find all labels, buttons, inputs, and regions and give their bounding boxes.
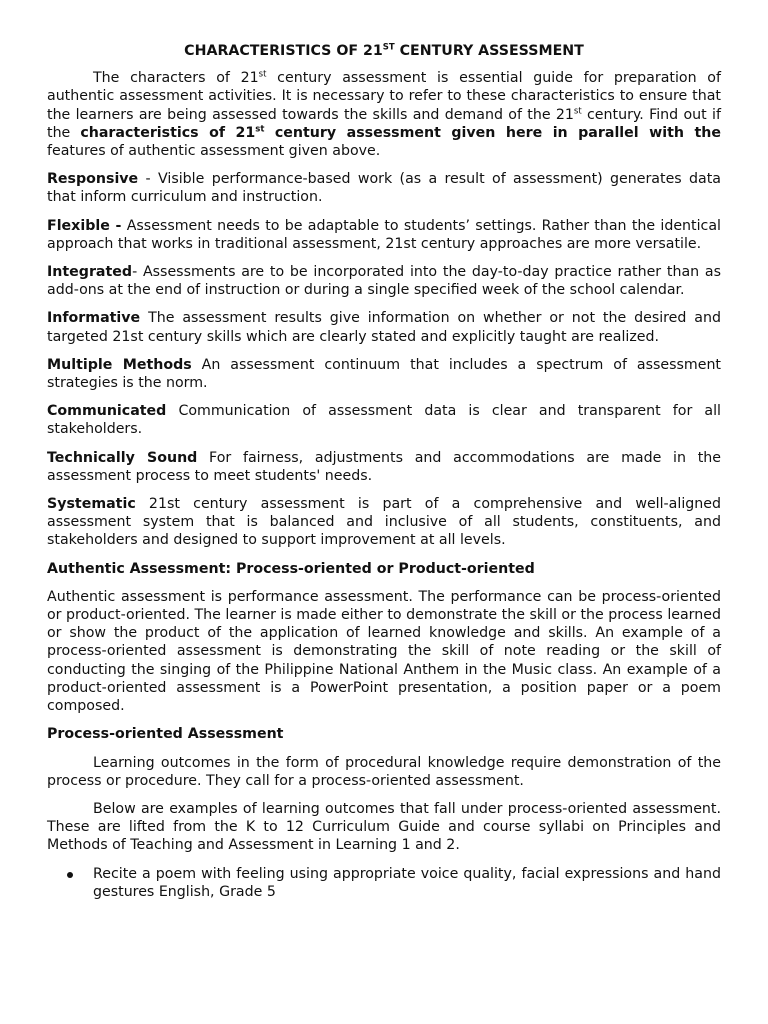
title-superscript: ST	[382, 42, 395, 53]
characteristic-multiple-methods	[47, 356, 721, 392]
characteristic-term: Flexible -	[47, 217, 122, 234]
characteristic-description: Communication of assessment data is clear and transparent for all stakeholders.	[47, 403, 721, 438]
characteristic-description: For fairness, adjustments and accommodations are made in the assessment process to meet students' needs.	[47, 449, 721, 484]
characteristic-term: Multiple Methods	[47, 356, 192, 373]
characteristic-description: - Visible performance-based work (as a result of assessment) generates data that inform curriculum and instruction.	[47, 171, 721, 206]
list-item-text: Recite a poem with feeling using appropriate voice quality, facial expressions and hand gestures English, Grade 5	[93, 865, 721, 900]
characteristic-term: Communicated	[47, 403, 167, 420]
outcome-list	[47, 865, 721, 901]
authentic-paragraph: Authentic assessment is performance assessment. The performance can be process-oriented or product-oriented. The learner is made either to demonstrate the skill or the process learned or show the product of the application of learned knowledge and skills. An example of a process-oriented assessment is demonstrating the skill of note reading or the skill of conducting the singing of the Philippine National Anthem in the Music class. An example of a product-oriented assessment is a PowerPoint presentation, a position paper or a poem composed.	[47, 588, 721, 715]
characteristic-integrated	[47, 263, 721, 299]
section-heading-authentic: Authentic Assessment: Process-oriented or Product-oriented	[47, 560, 535, 577]
characteristic-term: Informative	[47, 310, 141, 327]
characteristic-description: Assessment needs to be adaptable to students’ settings. Rather than the identical approach that works in traditional assessment, 21st century approaches are more versatile.	[47, 217, 721, 252]
characteristic-informative	[47, 309, 721, 345]
characteristic-flexible	[47, 217, 721, 253]
characteristic-term: Technically Sound	[47, 449, 198, 466]
characteristic-description: An assessment continuum that includes a spectrum of assessment strategies is the norm.	[47, 356, 721, 392]
characteristic-systematic	[47, 495, 721, 550]
bullet-icon	[67, 872, 73, 878]
process-paragraph-2: Below are examples of learning outcomes that fall under process-oriented assessment. These are lifted from the K to 12 Curriculum Guide and course syllabi on Principles and Methods of Teaching and Assessment in Learning 1 and 2.	[47, 800, 721, 854]
page-title	[47, 42, 721, 60]
process-paragraph-1: Learning outcomes in the form of procedural knowledge require demonstration of the process or procedure. They call for a process-oriented assessment.	[47, 754, 721, 789]
characteristic-responsive	[47, 170, 721, 206]
characteristic-communicated	[47, 402, 721, 438]
intro-paragraph: The characters of 21st century assessment is essential guide for preparation of authentic assessment activities. It is necessary to refer to these characteristics to ensure that the learners are being assessed towards the skills and demand of the 21st century. Find out if the characteristics of 21st century assessment given here in parallel with the features of authentic assessment given above.	[47, 69, 721, 160]
title-text: CHARACTERISTICS OF 21	[184, 43, 383, 59]
characteristic-term: Integrated	[47, 264, 133, 281]
characteristic-term: Systematic	[47, 496, 136, 513]
characteristic-technically-sound	[47, 449, 721, 485]
title-text-end: CENTURY ASSESSMENT	[394, 43, 584, 59]
section-heading-process: Process-oriented Assessment	[47, 726, 284, 743]
characteristic-description: The assessment results give information on whether or not the desired and targeted 21st century skills which are clearly stated and explicitly taught are realized.	[47, 310, 721, 345]
characteristic-description: 21st century assessment is part of a comprehensive and well-aligned assessment system that is balanced and inclusive of all students, constituents, and stakeholders and designed to support improvement at all levels.	[47, 496, 721, 549]
characteristic-description: - Assessments are to be incorporated into the day-to-day practice rather than as add-ons at the end of instruction or during a single specified week of the school calendar.	[47, 264, 721, 299]
list-item	[47, 865, 721, 901]
characteristic-term: Responsive	[47, 171, 139, 188]
